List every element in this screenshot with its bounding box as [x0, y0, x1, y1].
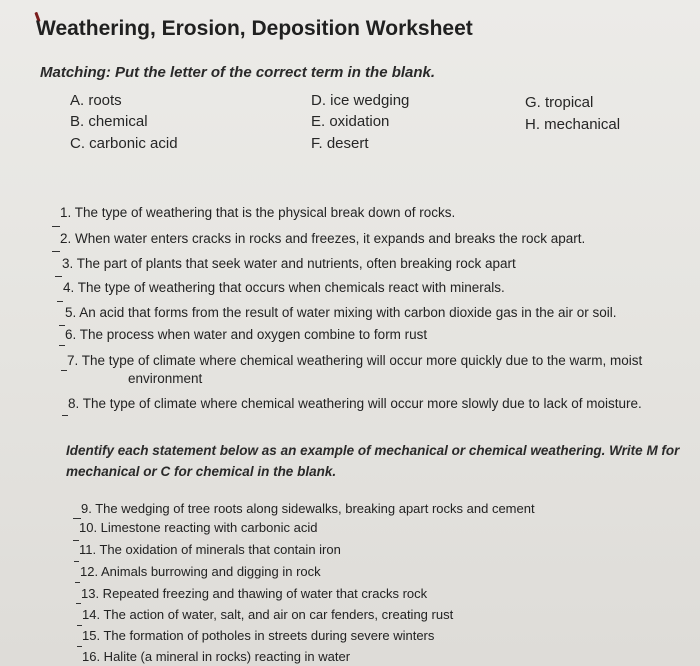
- statement-10: 10. Limestone reacting with carbonic acid: [79, 520, 318, 535]
- question-2: 2. When water enters cracks in rocks and freezes, it expands and breaks the rock apart.: [60, 231, 586, 246]
- question-7: [67, 353, 692, 368]
- question-8: 8. The type of climate where chemical weathering will occur more slowly due to lack of moisture.: [68, 396, 642, 411]
- answer-blank[interactable]: [73, 518, 81, 519]
- answer-blank[interactable]: [77, 625, 82, 626]
- answer-blank[interactable]: [52, 226, 60, 227]
- answer-blank[interactable]: [76, 603, 81, 604]
- term-g: G. tropical: [525, 94, 594, 111]
- question-4: 4. The type of weathering that occurs when chemicals react with minerals.: [63, 280, 505, 295]
- answer-blank[interactable]: [73, 540, 79, 541]
- answer-blank[interactable]: [77, 646, 82, 647]
- answer-blank[interactable]: [75, 582, 80, 583]
- question-7-text: 7. The type of climate where chemical weathering will occur more quickly due to the warm, moist: [67, 353, 643, 368]
- question-1: 1. The type of weathering that is the physical break down of rocks.: [60, 205, 456, 220]
- answer-blank[interactable]: [61, 370, 67, 371]
- identify-instructions-line1: Identify each statement below as an example of mechanical or chemical weathering. Write M for: [66, 443, 680, 458]
- identify-instructions-line2: mechanical or C for chemical in the blank.: [66, 464, 337, 479]
- statement-9: 9. The wedging of tree roots along sidewalks, breaking apart rocks and cement: [81, 501, 535, 516]
- term-b: B. chemical: [70, 113, 148, 130]
- term-e: E. oxidation: [311, 113, 390, 130]
- term-h: H. mechanical: [525, 116, 621, 133]
- statement-13: 13. Repeated freezing and thawing of water that cracks rock: [81, 586, 428, 601]
- term-f: F. desert: [311, 135, 369, 152]
- question-6: 6. The process when water and oxygen combine to form rust: [65, 327, 428, 342]
- statement-14: 14. The action of water, salt, and air on car fenders, creating rust: [82, 607, 454, 622]
- statement-15: 15. The formation of potholes in streets during severe winters: [82, 628, 435, 643]
- statement-12: 12. Animals burrowing and digging in rock: [80, 564, 321, 579]
- answer-blank[interactable]: [55, 276, 62, 277]
- statement-11: 11. The oxidation of minerals that contain iron: [79, 542, 341, 557]
- answer-blank[interactable]: [52, 251, 60, 252]
- term-d: D. ice wedging: [311, 92, 410, 109]
- worksheet-title: Weathering, Erosion, Deposition Worksheet: [36, 17, 473, 40]
- answer-blank[interactable]: [62, 415, 68, 416]
- answer-blank[interactable]: [59, 325, 65, 326]
- statement-16: 16. Halite (a mineral in rocks) reacting in water: [82, 649, 351, 664]
- identify-instructions: [66, 440, 686, 482]
- answer-blank[interactable]: [74, 561, 79, 562]
- question-7-continued: environment: [128, 371, 203, 386]
- answer-blank[interactable]: [59, 345, 65, 346]
- term-a: A. roots: [70, 92, 122, 109]
- question-3: 3. The part of plants that seek water and nutrients, often breaking rock apart: [62, 256, 516, 271]
- matching-instructions: Matching: Put the letter of the correct term in the blank.: [40, 64, 436, 81]
- term-c: C. carbonic acid: [70, 135, 178, 152]
- question-5: 5. An acid that forms from the result of water mixing with carbon dioxide gas in the air or soil.: [65, 305, 617, 320]
- answer-blank[interactable]: [57, 301, 63, 302]
